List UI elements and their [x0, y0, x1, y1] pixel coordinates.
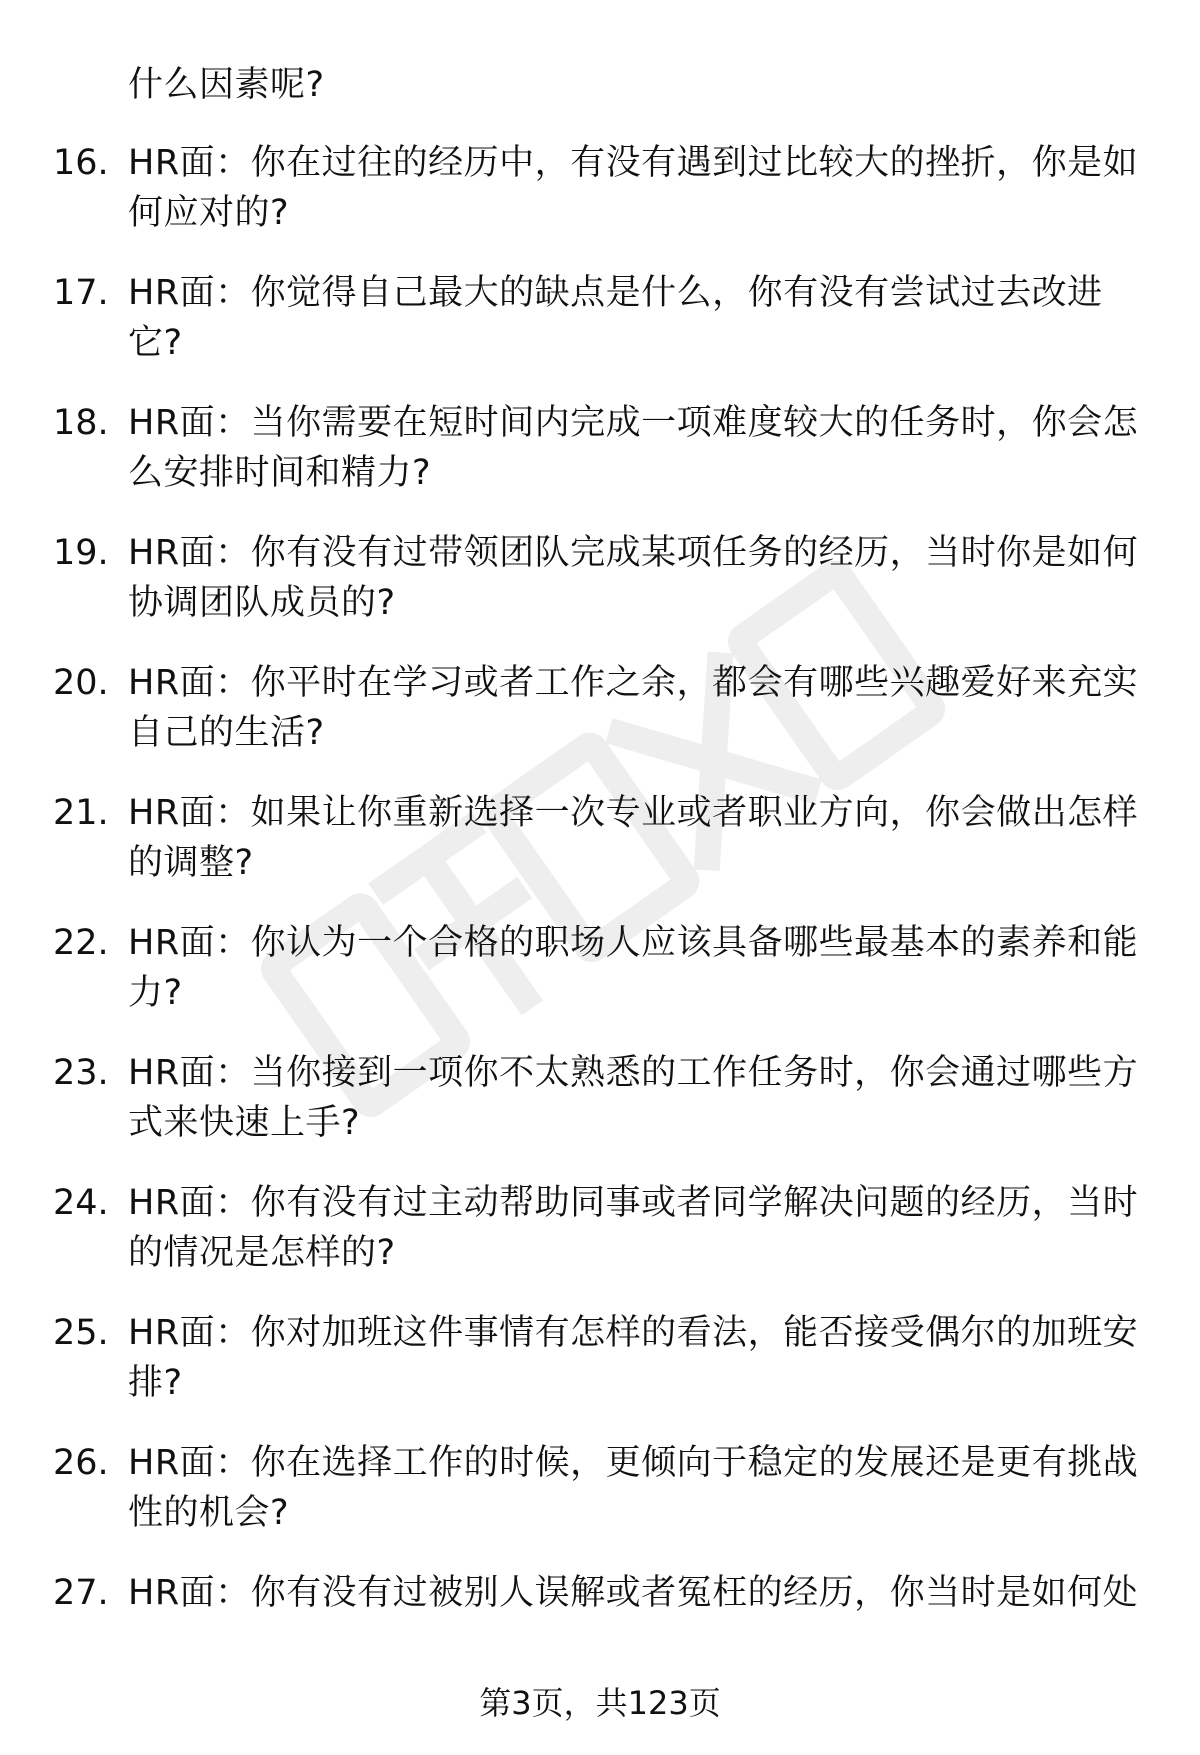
page-footer: 第3页，共123页: [479, 1684, 721, 1722]
question-text-line: 的情况是怎样的?: [128, 1233, 396, 1273]
list-item: [0, 138, 1200, 268]
question-text-line: HR面：当你需要在短时间内完成一项难度较大的任务时，你会怎: [128, 403, 1139, 443]
question-text-line: 性的机会?: [128, 1493, 290, 1533]
question-text-line: HR面：你对加班这件事情有怎样的看法，能否接受偶尔的加班安: [128, 1313, 1139, 1353]
question-text: [128, 788, 1153, 888]
list-item: [0, 788, 1200, 918]
question-text-line: 式来快速上手?: [128, 1103, 361, 1143]
question-number: 22.: [53, 923, 109, 963]
question-text-line: 么安排时间和精力?: [128, 453, 432, 493]
question-text: [128, 528, 1153, 628]
question-number: 25.: [53, 1313, 109, 1353]
question-text: [128, 1438, 1153, 1538]
question-text-line: 排?: [128, 1363, 183, 1403]
question-text-line: HR面：你觉得自己最大的缺点是什么，你有没有尝试过去改进: [128, 273, 1103, 313]
question-text: [128, 268, 1153, 368]
question-number: 27.: [53, 1573, 109, 1613]
question-text-line: HR面：你有没有过主动帮助同事或者同学解决问题的经历，当时: [128, 1183, 1139, 1223]
question-text-line: 协调团队成员的?: [128, 583, 396, 623]
question-text: [128, 1308, 1153, 1408]
question-text: [128, 918, 1153, 1018]
question-text-line: 自己的生活?: [128, 713, 325, 753]
list-item: [0, 1438, 1200, 1568]
continuation-text: 什么因素呢?: [128, 65, 325, 105]
list-item: [0, 658, 1200, 788]
question-text-line: HR面：当你接到一项你不太熟悉的工作任务时，你会通过哪些方: [128, 1053, 1139, 1093]
question-text: [128, 1178, 1153, 1278]
list-item: [0, 1178, 1200, 1308]
question-text-line: HR面：你有没有过被别人误解或者冤枉的经历，你当时是如何处: [128, 1573, 1139, 1613]
question-number: 23.: [53, 1053, 109, 1093]
list-item: [0, 1568, 1200, 1698]
question-text-line: HR面：如果让你重新选择一次专业或者职业方向，你会做出怎样: [128, 793, 1139, 833]
question-text: [128, 1568, 1153, 1618]
question-number: 21.: [53, 793, 109, 833]
list-item: [0, 1048, 1200, 1178]
question-text: [128, 398, 1153, 498]
question-text: [128, 658, 1153, 758]
question-text-line: HR面：你有没有过带领团队完成某项任务的经历，当时你是如何: [128, 533, 1139, 573]
question-number: 17.: [53, 273, 109, 313]
question-number: 26.: [53, 1443, 109, 1483]
list-item: [0, 268, 1200, 398]
question-number: 20.: [53, 663, 109, 703]
list-item: [0, 528, 1200, 658]
question-number: 24.: [53, 1183, 109, 1223]
list-item: [0, 918, 1200, 1048]
question-text-line: 的调整?: [128, 843, 254, 883]
question-text-line: HR面：你认为一个合格的职场人应该具备哪些最基本的素养和能: [128, 923, 1139, 963]
question-text-line: HR面：你在选择工作的时候，更倾向于稳定的发展还是更有挑战: [128, 1443, 1139, 1483]
question-text-line: 力?: [128, 973, 183, 1013]
question-text-line: 它?: [128, 323, 183, 363]
question-list: [0, 138, 1200, 1698]
question-number: 18.: [53, 403, 109, 443]
question-text-line: 何应对的?: [128, 193, 290, 233]
question-number: 19.: [53, 533, 109, 573]
list-item: [0, 1308, 1200, 1438]
question-text: [128, 138, 1153, 238]
list-item: [0, 398, 1200, 528]
question-text-line: HR面：你平时在学习或者工作之余，都会有哪些兴趣爱好来充实: [128, 663, 1139, 703]
question-text-line: HR面：你在过往的经历中，有没有遇到过比较大的挫折，你是如: [128, 143, 1139, 183]
question-number: 16.: [53, 143, 109, 183]
question-text: [128, 1048, 1153, 1148]
